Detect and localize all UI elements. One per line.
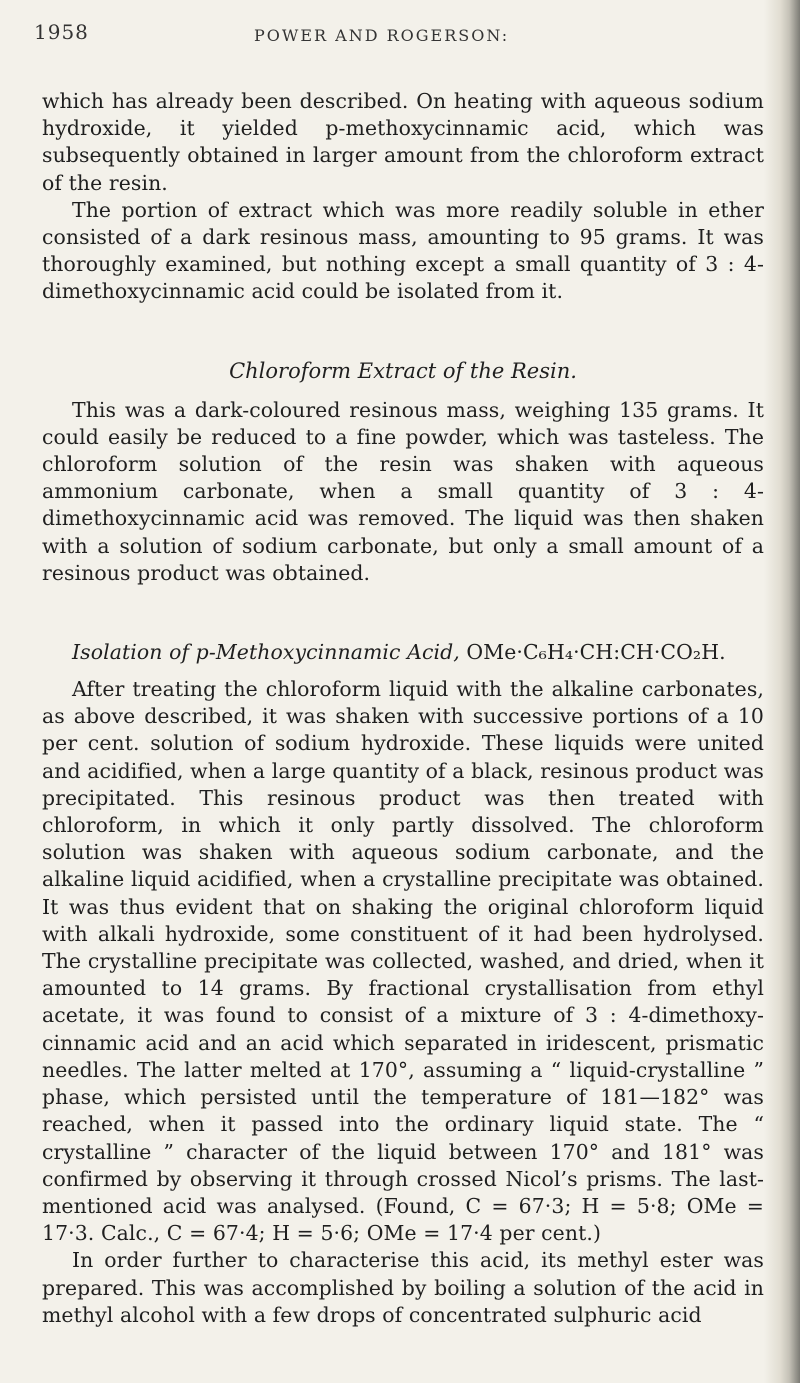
paragraph-continuation: which has already been described. On heating with aqueous sodium hydroxide, it yielded p-methoxycinnamic acid, which was subsequently obtained in larger amount from the chloroform extract of the resin.: [42, 89, 764, 195]
paragraph-chloroform-extract: This was a dark-coloured resinous mass, weighing 135 grams. It could easily be reduced to a fine powder, which was tasteless. The chloroform solution of the resin was shaken with aqueous ammonium carbonate, when a small quantity of 3 : 4-dimethoxycinnamic acid was removed. The liquid was then shaken with a solution of sodium carbonate, but only a small amount of a resinous product was obtained.: [42, 397, 764, 585]
article-body: [42, 88, 764, 1329]
isolation-heading-title: Isolation of p-Methoxycinnamic Acid,: [72, 640, 460, 665]
paragraph-methyl-ester: In order further to characterise this acid, its methyl ester was prepared. This was accomplished by boiling a solution of the acid in methyl alcohol with a few drops of concentrated sulphuric acid: [42, 1248, 764, 1327]
paragraph-ether-portion: The portion of extract which was more readily soluble in ether consisted of a dark resinous mass, amounting to 95 grams. It was thoroughly examined, but nothing except a small quantity of 3 : 4-dimethoxycinnamic acid could be isolated from it.: [42, 197, 764, 304]
running-head: POWER AND ROGERSON:: [254, 26, 510, 45]
section-heading-chloroform-extract: Chloroform Extract of the Resin.: [229, 358, 577, 383]
section-heading-isolation: [42, 639, 764, 666]
isolation-heading-formula: OMe·C₆H₄·CH:CH·CO₂H.: [466, 640, 726, 665]
paragraph-isolation-procedure: After treating the chloroform liquid with the alkaline carbonates, as above described, it was shaken with successive portions of a 10 per cent. solution of sodium hydroxide. These liquids were united and acidified, when a large quantity of a black, resinous product was precipitated. This resinous product was then treated with chloroform, in which it only partly dissolved. The chloroform solution was shaken with aqueous sodium carbonate, and the alkaline liquid acidified, when a crystalline precipitate was obtained. It was thus evident that on shaking the original chloroform liquid with alkali hydroxide, some constituent of it had been hydrolysed. The crystalline precipitate was collected, washed, and dried, when it amounted to 14 grams. By fractional crystallisation from ethyl acetate, it was found to consist of a mixture of 3 : 4-dimethoxy-cinnamic acid and an acid which separated in iridescent, prismatic needles. The latter melted at 170°, assuming a “ liquid-crystalline ” phase, which persisted until the temperature of 181—182° was reached, when it passed into the ordinary liquid state. The “ crystalline ” character of the liquid between 170° and 181° was confirmed by observing it through crossed Nicol’s prisms. The last-mentioned acid was analysed. (Found, C = 67·3; H = 5·8; OMe = 17·3. Calc., C = 67·4; H = 5·6; OMe = 17·4 per cent.): [42, 677, 764, 1246]
page-number: 1958: [34, 20, 89, 44]
page-header: [34, 14, 740, 54]
page-edge-shadow: [764, 0, 800, 1383]
